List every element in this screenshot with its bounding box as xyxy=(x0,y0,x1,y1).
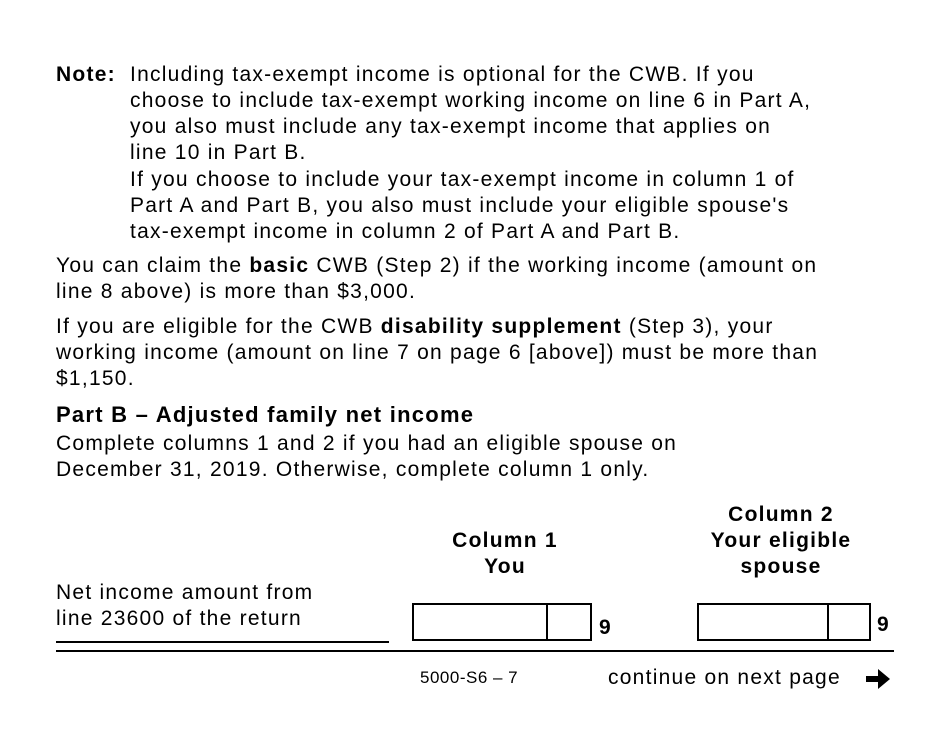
cents-divider xyxy=(827,605,829,639)
column-1-header: Column 1 xyxy=(452,529,558,552)
row-label-underline xyxy=(56,641,389,643)
column-2-header: Column 2 xyxy=(728,503,834,526)
note-line: tax-exempt income in column 2 of Part A and Part B. xyxy=(130,220,681,243)
column-1-amount-field[interactable] xyxy=(412,603,592,641)
part-b-instructions: Complete columns 1 and 2 if you had an eligible spouse on xyxy=(56,432,678,455)
note-line: If you choose to include your tax-exempt income in column 1 of xyxy=(130,168,795,191)
text: If you are eligible for the CWB xyxy=(56,315,381,338)
text: (Step 3), your xyxy=(621,315,774,338)
note-line: Including tax-exempt income is optional for the CWB. If you xyxy=(130,63,755,86)
row-label: Net income amount from xyxy=(56,581,314,604)
basic-paragraph xyxy=(56,253,817,279)
line-number: 9 xyxy=(877,613,890,636)
column-2-subheader: spouse xyxy=(740,555,822,578)
disability-paragraph-line: working income (amount on line 7 on page 6 [above]) must be more than xyxy=(56,341,819,364)
section-divider xyxy=(56,650,894,652)
emphasis: basic xyxy=(249,254,310,277)
column-2-subheader: Your eligible xyxy=(710,529,852,552)
row-label: line 23600 of the return xyxy=(56,607,302,630)
text: CWB (Step 2) if the working income (amount on xyxy=(309,254,818,277)
note-label: Note: xyxy=(56,63,116,86)
line-number: 9 xyxy=(599,616,612,639)
note-line: choose to include tax-exempt working income on line 6 in Part A, xyxy=(130,89,812,112)
cents-divider xyxy=(546,605,548,639)
text: You can claim the xyxy=(56,254,250,277)
basic-paragraph-line: line 8 above) is more than $3,000. xyxy=(56,280,417,303)
note-line: you also must include any tax-exempt income that applies on xyxy=(130,115,772,138)
note-line: line 10 in Part B. xyxy=(130,141,307,164)
disability-paragraph-line: $1,150. xyxy=(56,367,135,390)
disability-paragraph xyxy=(56,314,774,340)
arrow-right-icon xyxy=(864,667,892,691)
column-1-subheader: You xyxy=(484,555,526,578)
part-b-heading: Part B – Adjusted family net income xyxy=(56,402,475,427)
form-id: 5000-S6 – 7 xyxy=(420,668,519,687)
part-b-instructions: December 31, 2019. Otherwise, complete column 1 only. xyxy=(56,458,650,481)
emphasis: disability supplement xyxy=(380,315,622,338)
column-2-amount-field[interactable] xyxy=(697,603,871,641)
note-line: Part A and Part B, you also must include your eligible spouse's xyxy=(130,194,790,217)
continue-text: continue on next page xyxy=(608,666,841,689)
